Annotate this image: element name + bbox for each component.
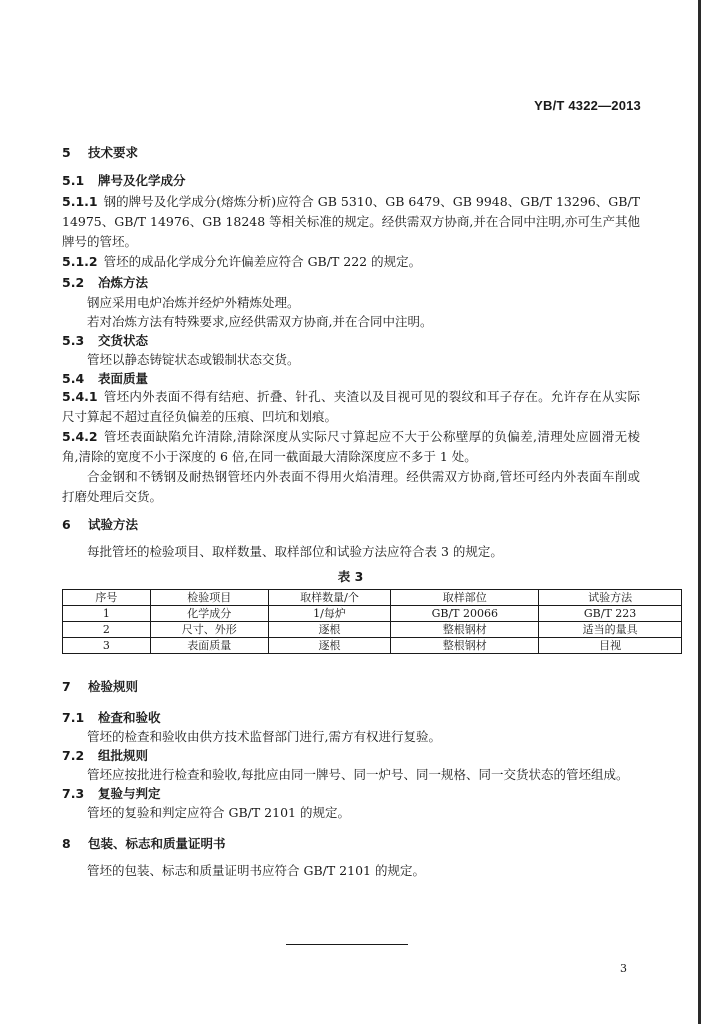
section-5-2-heading: 5.2 冶炼方法 — [62, 275, 149, 290]
paragraph-5-2-a: 钢应采用电炉冶炼并经炉外精炼处理。 — [87, 295, 300, 310]
section-5-4-heading: 5.4 表面质量 — [62, 371, 149, 386]
section-5-heading: 5 技术要求 — [62, 145, 139, 160]
section-8-heading: 8 包装、标志和质量证明书 — [62, 836, 226, 851]
section-7-heading: 7 检验规则 — [62, 679, 139, 694]
paragraph-5-3: 管坯以静态铸锭状态或锻制状态交货。 — [87, 352, 300, 367]
table-cell: GB/T 20066 — [391, 606, 539, 622]
section-7-2-heading: 7.2 组批规则 — [62, 748, 149, 763]
table-cell: 1 — [63, 606, 151, 622]
clause-5-4-1: 5.4.1 管坯内外表面不得有结疤、折叠、针孔、夹渣以及目视可见的裂纹和耳子存在。允许存在从实际尺寸算起不超过直径负偏差的压痕、凹坑和划痕。 — [62, 389, 640, 424]
end-rule — [286, 944, 408, 945]
table-cell: 适当的量具 — [539, 622, 682, 638]
table-cell: 表面质量 — [150, 638, 268, 654]
clause-5-1-2: 5.1.2 管坯的成品化学成分允许偏差应符合 GB/T 222 的规定。 — [62, 254, 422, 269]
table-header-row — [63, 590, 682, 606]
section-5-1-heading: 5.1 牌号及化学成分 — [62, 173, 186, 188]
section-5-3-heading: 5.3 交货状态 — [62, 333, 149, 348]
table-row — [63, 622, 682, 638]
table-cell: 2 — [63, 622, 151, 638]
page-number: 3 — [620, 962, 627, 975]
table-header-cell: 取样部位 — [391, 590, 539, 606]
section-6-heading: 6 试验方法 — [62, 517, 139, 532]
table-cell: 3 — [63, 638, 151, 654]
table-3 — [62, 589, 682, 654]
paragraph-7-1: 管坯的检查和验收由供方技术监督部门进行,需方有权进行复验。 — [87, 729, 441, 744]
table-row — [63, 638, 682, 654]
paragraph-5-4-3: 合金钢和不锈钢及耐热钢管坯内外表面不得用火焰清理。经供需双方协商,管坯可经内外表面车削或打磨处理后交货。 — [62, 469, 640, 504]
section-7-3-heading: 7.3 复验与判定 — [62, 786, 161, 801]
table-header-cell: 试验方法 — [539, 590, 682, 606]
table-cell: 1/每炉 — [268, 606, 391, 622]
paragraph-5-2-b: 若对冶炼方法有特殊要求,应经供需双方协商,并在合同中注明。 — [87, 314, 433, 329]
table-cell: GB/T 223 — [539, 606, 682, 622]
table-cell: 逐根 — [268, 622, 391, 638]
table-cell: 化学成分 — [150, 606, 268, 622]
table-header-cell: 序号 — [63, 590, 151, 606]
paragraph-6: 每批管坯的检验项目、取样数量、取样部位和试验方法应符合表 3 的规定。 — [87, 544, 503, 559]
table-cell: 逐根 — [268, 638, 391, 654]
paragraph-7-2: 管坯应按批进行检查和验收,每批应由同一牌号、同一炉号、同一规格、同一交货状态的管坯组成。 — [87, 767, 629, 782]
clause-5-4-2: 5.4.2 管坯表面缺陷允许清除,清除深度从实际尺寸算起应不大于公称壁厚的负偏差,清理处应圆滑无棱角,清除的宽度不小于深度的 6 倍,在同一截面最大清除深度应不多于 1 处。 — [62, 429, 640, 464]
clause-5-1-1: 5.1.1 钢的牌号及化学成分(熔炼分析)应符合 GB 5310、GB 6479、GB 9948、GB/T 13296、GB/T 14975、GB/T 14976、GB 18248 等相关标准的规定。经供需双方协商,并在合同中注明,亦可生产其他牌号的管坯。 — [62, 194, 640, 249]
table-header-cell: 检验项目 — [150, 590, 268, 606]
table-cell: 整根钢材 — [391, 622, 539, 638]
paragraph-8: 管坯的包装、标志和质量证明书应符合 GB/T 2101 的规定。 — [87, 863, 425, 878]
table-header-cell: 取样数量/个 — [268, 590, 391, 606]
table-cell: 整根钢材 — [391, 638, 539, 654]
standard-code: YB/T 4322—2013 — [534, 98, 641, 113]
table-row — [63, 606, 682, 622]
table-3-caption: 表 3 — [337, 569, 364, 584]
paragraph-7-3: 管坯的复验和判定应符合 GB/T 2101 的规定。 — [87, 805, 350, 820]
table-cell: 尺寸、外形 — [150, 622, 268, 638]
table-cell: 目视 — [539, 638, 682, 654]
section-7-1-heading: 7.1 检查和验收 — [62, 710, 161, 725]
